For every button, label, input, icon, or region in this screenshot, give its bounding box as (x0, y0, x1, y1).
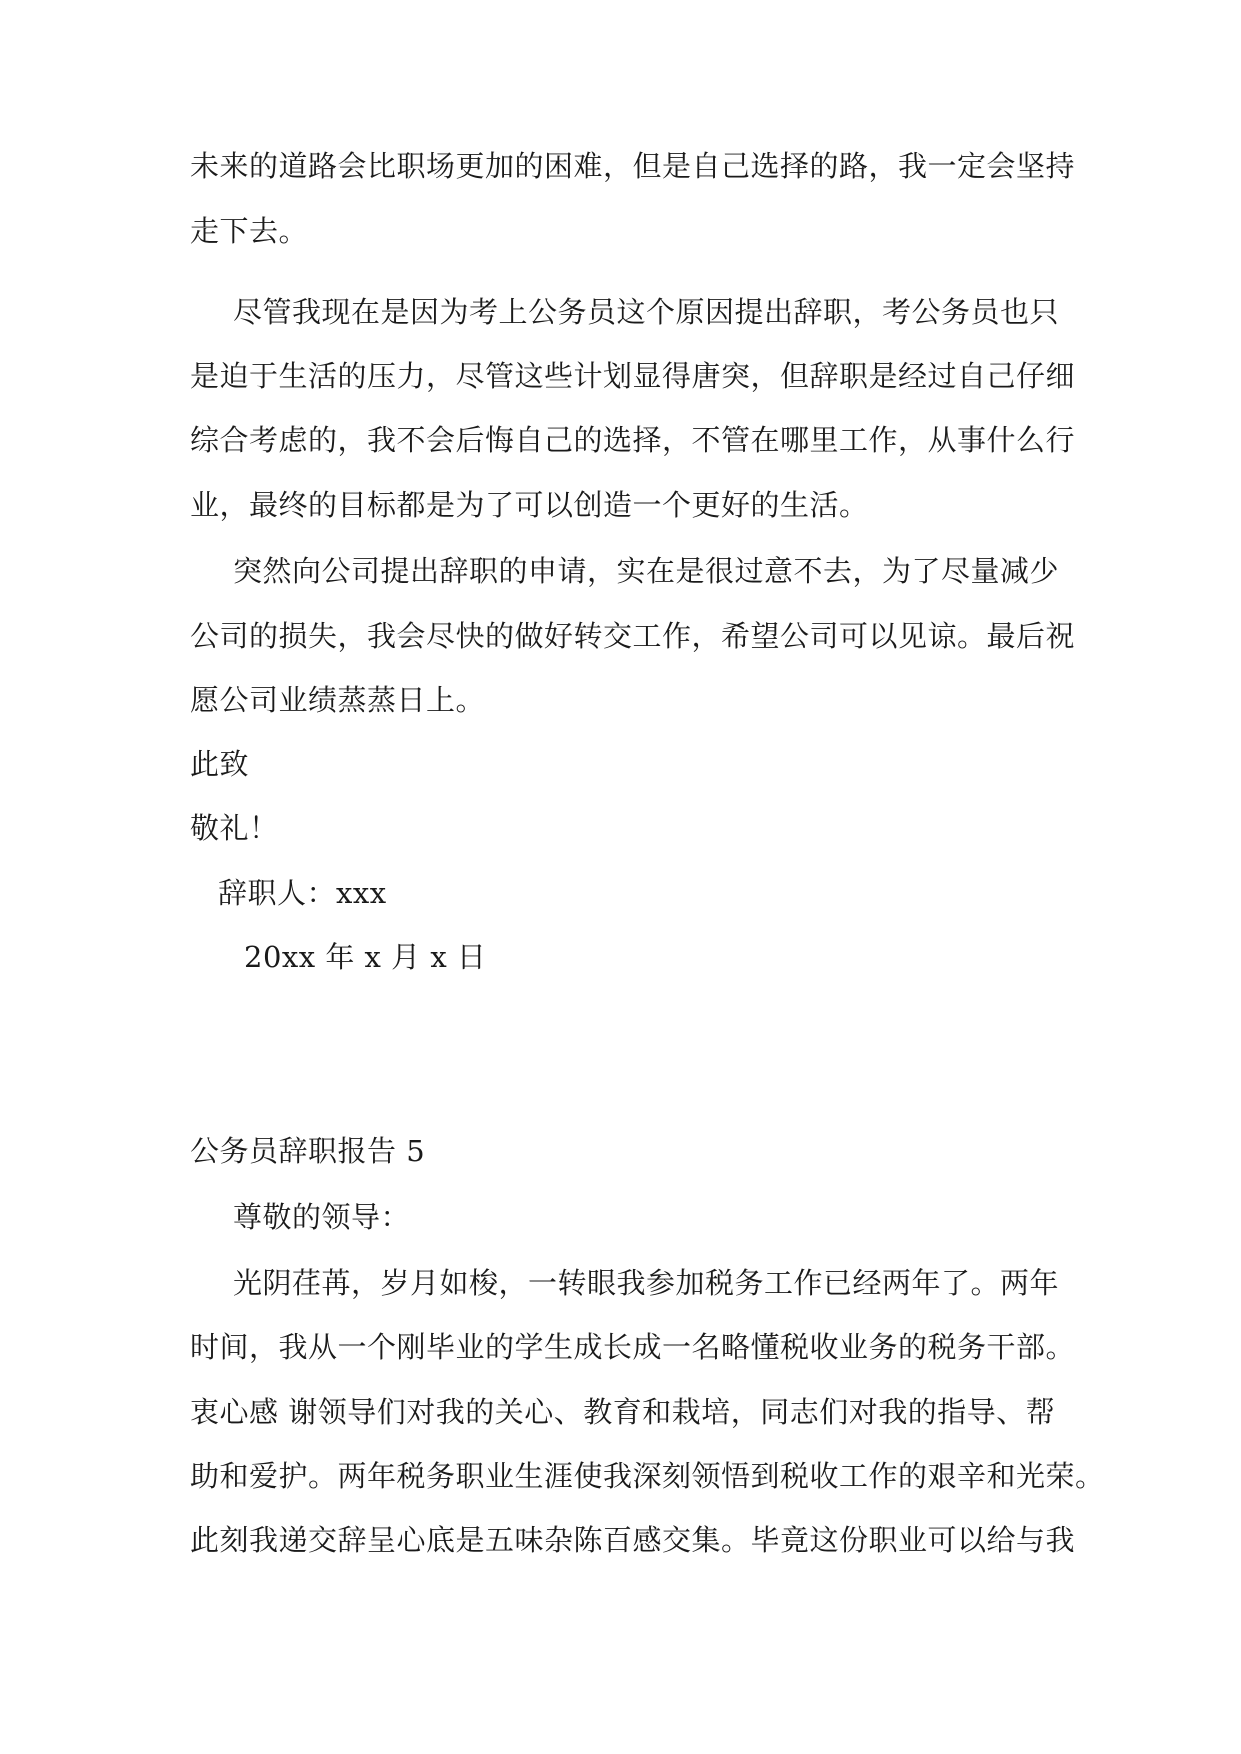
text-line: 愿公司业绩蒸蒸日上。 (190, 683, 486, 717)
greeting: 尊敬的领导： (233, 1200, 411, 1234)
closing-regards: 敬礼！ (190, 811, 279, 845)
signature-name: 辞职人：xxx (218, 876, 387, 910)
text-line: 是迫于生活的压力，尽管这些计划显得唐突，但辞职是经过自己仔细 (190, 359, 1076, 393)
text-line: 公司的损失，我会尽快的做好转交工作，希望公司可以见谅。最后祝 (190, 619, 1076, 653)
text-line: 此刻我递交辞呈心底是五味杂陈百感交集。毕竟这份职业可以给与我 (190, 1523, 1076, 1557)
text-line: 助和爱护。两年税务职业生涯使我深刻领悟到税收工作的艰辛和光荣。 (190, 1459, 1105, 1493)
text-line: 综合考虑的，我不会后悔自己的选择，不管在哪里工作，从事什么行 (190, 423, 1076, 457)
closing-salutation: 此致 (190, 747, 250, 781)
text-line: 业，最终的目标都是为了可以创造一个更好的生活。 (190, 488, 869, 522)
text-line: 走下去。 (190, 214, 309, 248)
text-line: 尽管我现在是因为考上公务员这个原因提出辞职，考公务员也只 (233, 295, 1060, 329)
section-title: 公务员辞职报告 5 (190, 1134, 426, 1168)
text-line: 光阴荏苒，岁月如梭，一转眼我参加税务工作已经两年了。两年 (233, 1266, 1060, 1300)
text-line: 衷心感 谢领导们对我的关心、教育和栽培，同志们对我的指导、帮 (190, 1395, 1056, 1429)
text-line: 时间，我从一个刚毕业的学生成长成一名略懂税收业务的税务干部。 (190, 1330, 1076, 1364)
text-line: 未来的道路会比职场更加的困难，但是自己选择的路，我一定会坚持 (190, 149, 1076, 183)
signature-date: 20xx 年 x 月 x 日 (244, 940, 487, 974)
text-line: 突然向公司提出辞职的申请，实在是很过意不去，为了尽量减少 (233, 554, 1060, 588)
